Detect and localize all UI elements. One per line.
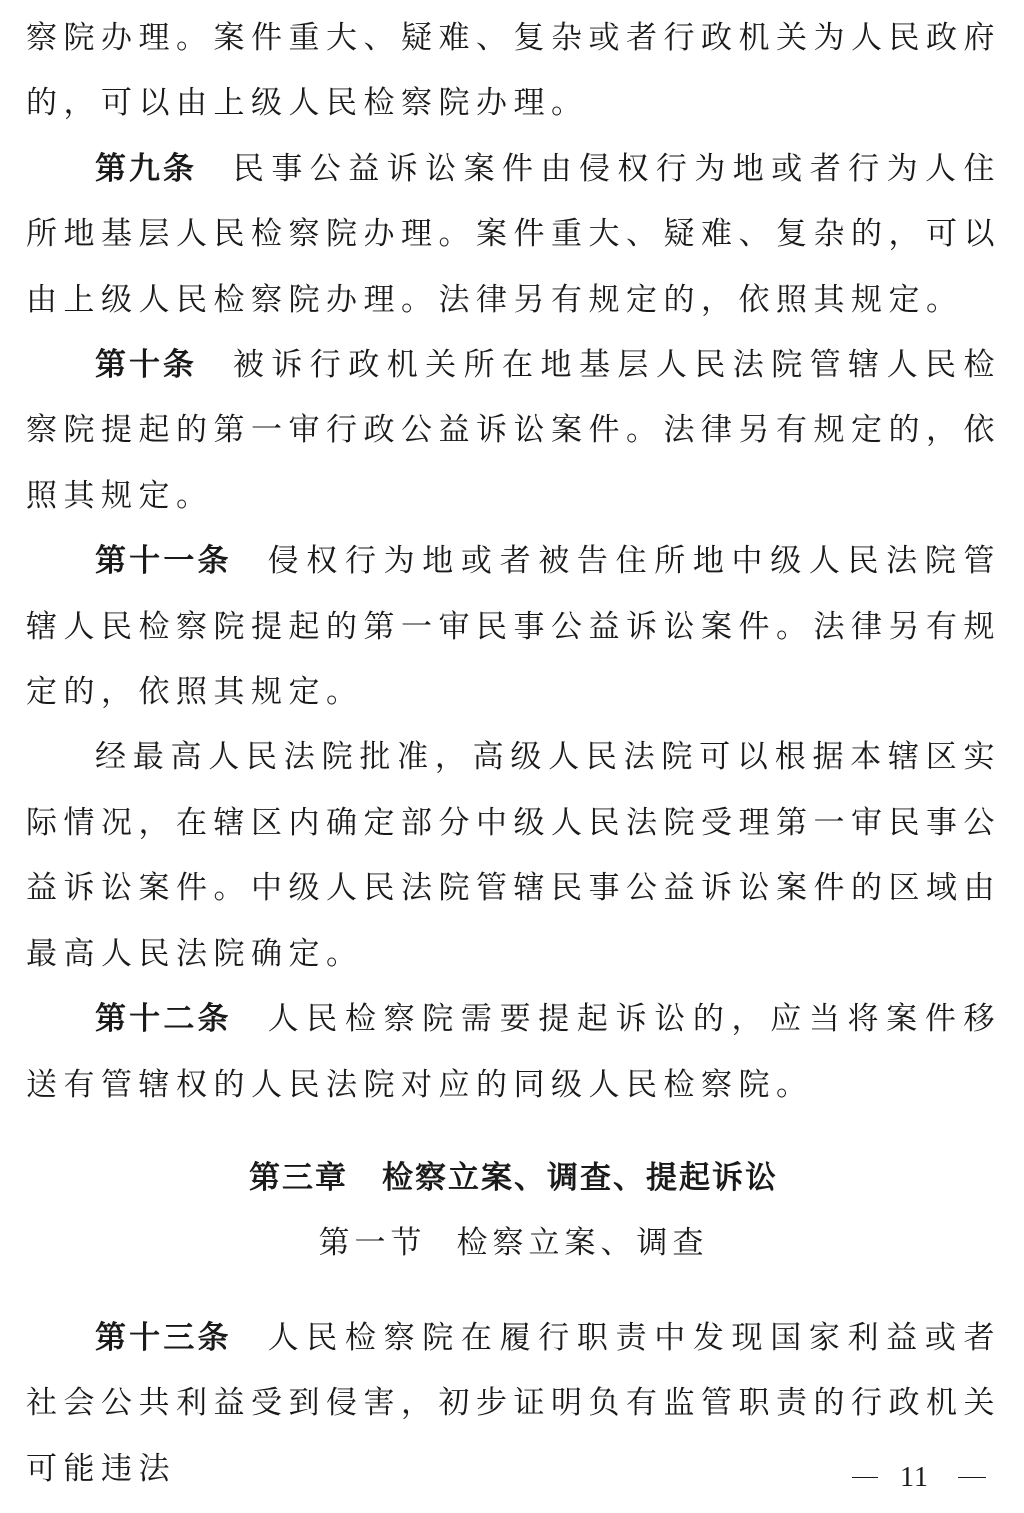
paragraph-text: 侵权行为地或者被告住所地中级人民法院管辖人民检察院提起的第一审民事公益诉讼案件。法律另有规定的，依照其规定。 <box>26 543 1002 711</box>
section-number: 第一节 <box>318 1224 427 1261</box>
article-heading: 第九条 <box>95 150 197 187</box>
paragraph-text: 人民检察院需要提起诉讼的，应当将案件移送有管辖权的人民法院对应的同级人民检察院。 <box>26 1001 1002 1103</box>
document-page <box>26 6 1001 1502</box>
chapter-title: 检察立案、调查、提起诉讼 <box>382 1159 778 1196</box>
article-heading: 第十二条 <box>95 1001 232 1038</box>
paragraph-text: 经最高人民法院批准，高级人民法院可以根据本辖区实际情况，在辖区内确定部分中级人民法院受理第一审民事公益诉讼案件。中级人民法院管辖民事公益诉讼案件的区域由最高人民法院确定。 <box>26 739 1001 972</box>
paragraph-text: 察院办理。案件重大、疑难、复杂或者行政机关为人民政府的，可以由上级人民检察院办理。 <box>26 20 1001 122</box>
article-10 <box>26 333 1001 529</box>
paragraph-text: 民事公益诉讼案件由侵权行为地或者行为人住所地基层人民检察院办理。案件重大、疑难、复杂的，可以由上级人民检察院办理。法律另有规定的，依照其规定。 <box>26 150 1002 318</box>
paragraph-continued <box>26 6 1001 137</box>
article-12 <box>26 987 1001 1118</box>
article-9 <box>26 137 1001 333</box>
article-11 <box>26 529 1001 725</box>
section-heading <box>26 1211 1001 1276</box>
article-heading: 第十一条 <box>95 543 232 580</box>
page-number: 11 <box>900 1462 929 1493</box>
paragraph-text: 被诉行政机关所在地基层人民法院管辖人民检察院提起的第一审行政公益诉讼案件。法律另有规定的，依照其规定。 <box>26 347 1002 514</box>
footer-dash-left <box>852 1477 878 1478</box>
section-title: 检察立案、调查 <box>456 1224 709 1261</box>
article-11-paragraph-2 <box>26 725 1001 987</box>
paragraph-text: 人民检察院在履行职责中发现国家利益或者社会公共利益受到侵害，初步证明负有监管职责的行政机关可能违法 <box>26 1319 1002 1487</box>
article-heading: 第十条 <box>95 347 197 384</box>
footer-dash-right <box>958 1477 986 1478</box>
article-heading: 第十三条 <box>95 1319 232 1356</box>
chapter-heading <box>26 1146 1001 1211</box>
page-footer <box>0 1458 1024 1498</box>
chapter-number: 第三章 <box>249 1159 348 1196</box>
